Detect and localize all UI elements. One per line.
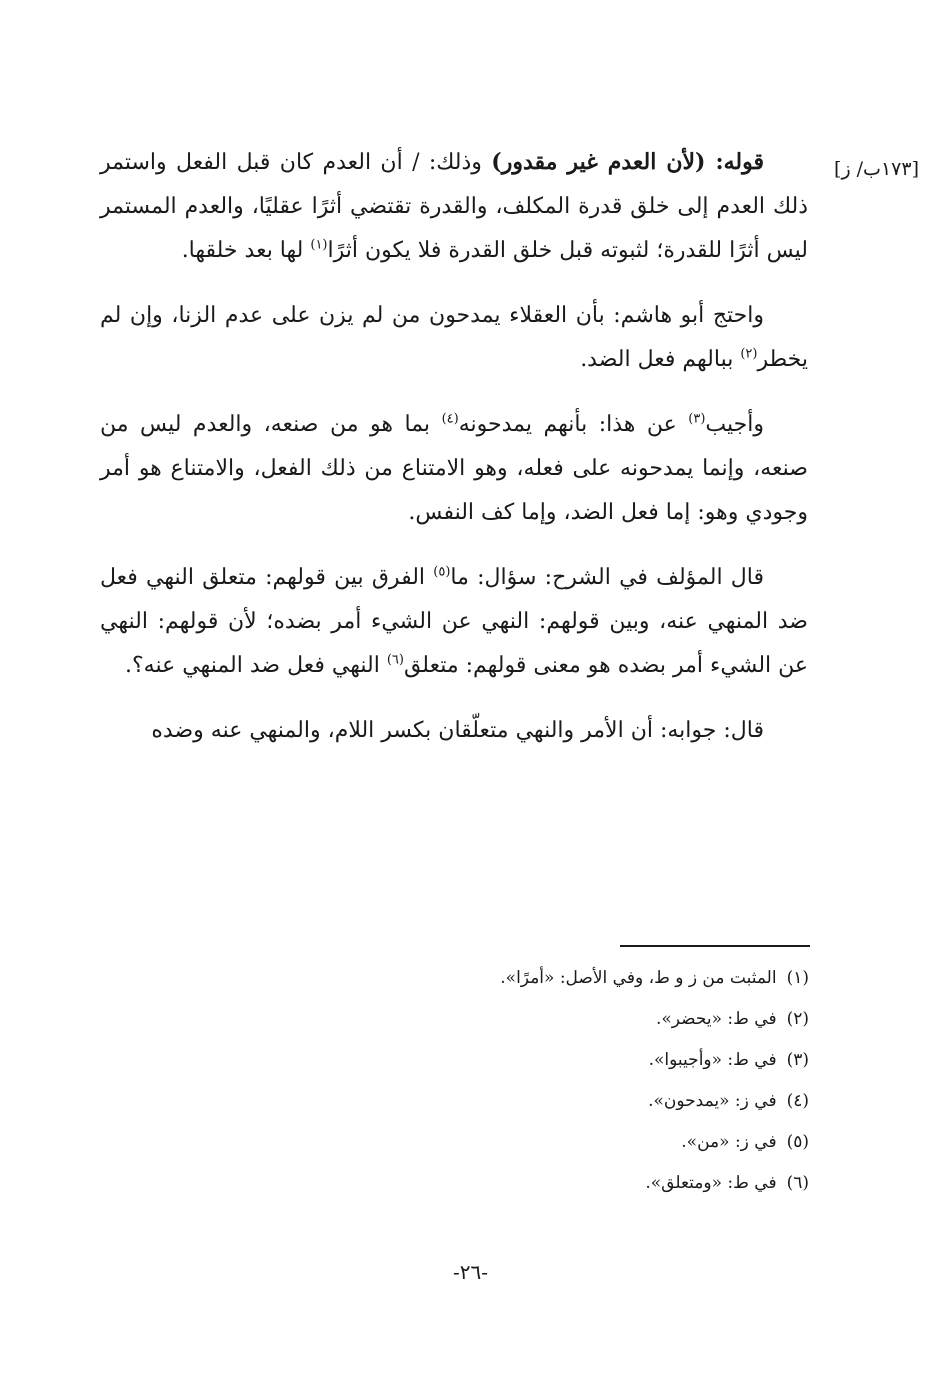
paragraph-1 <box>100 140 808 273</box>
footnote-text: في ط: «وأجيبوا». <box>648 1050 777 1070</box>
footnotes-list <box>500 958 809 1204</box>
footnote-separator-rule <box>620 945 810 947</box>
footnote-number: (٢) <box>786 1009 809 1029</box>
footnote-item <box>500 1040 809 1081</box>
footnote-marker: (١) <box>310 237 328 253</box>
main-text-body <box>100 140 808 774</box>
footnote-text: في ط: «يحضر». <box>655 1009 777 1029</box>
footnote-item <box>500 1122 809 1163</box>
footnote-number: (١) <box>786 968 809 988</box>
footnote-item <box>500 1163 809 1204</box>
footnote-number: (٥) <box>786 1132 809 1152</box>
paragraph-text: وأجيب <box>705 412 764 437</box>
footnote-marker: (٥) <box>433 564 451 580</box>
paragraph-text: النهي فعل ضد المنهي عنه؟. <box>125 653 387 678</box>
footnote-number: (٤) <box>786 1091 809 1111</box>
margin-folio-reference: [١٧٣ب/ ز] <box>834 158 919 180</box>
paragraph-text: قال: جوابه: أن الأمر والنهي متعلّقان بكسر اللام، والمنهي عنه وضده <box>151 718 764 743</box>
paragraph-4 <box>100 556 808 688</box>
paragraph-3 <box>100 403 808 535</box>
paragraph-text: بما هو من صنعه، والعدم ليس من صنعه، وإنما يمدحونه على فعله، وهو الامتناع من ذلك الفعل، والامتناع هو أمر وجودي وهو: إما فعل الضد، وإما كف النفس. <box>100 412 808 525</box>
footnote-text: في ط: «ومتعلق». <box>645 1173 777 1193</box>
footnote-text: في ز: «من». <box>681 1132 777 1152</box>
footnote-marker: (٦) <box>386 652 404 668</box>
footnote-item <box>500 1081 809 1122</box>
page-number: -٢٦- <box>452 1260 488 1284</box>
paragraph-text: ببالهم فعل الضد. <box>580 347 741 372</box>
paragraph-text: لها بعد خلقها. <box>181 238 311 263</box>
footnote-item <box>500 958 809 999</box>
paragraph-text: قال المؤلف في الشرح: سؤال: ما <box>450 565 764 590</box>
footnote-marker: (٤) <box>441 411 459 427</box>
footnote-marker: (٢) <box>740 346 758 362</box>
footnote-number: (٦) <box>786 1173 809 1193</box>
footnote-text: في ز: «يمدحون». <box>648 1091 777 1111</box>
paragraph-text: وذلك: / أن العدم كان قبل الفعل واستمر ذلك العدم إلى خلق قدرة المكلف، والقدرة تقتضي أثرًا عقليًا، والعدم المستمر ليس أثرًا للقدرة؛ لثبوته قبل خلق القدرة فلا يكون أثرًا <box>100 150 808 263</box>
paragraph-2 <box>100 294 808 382</box>
footnote-marker: (٣) <box>688 411 706 427</box>
footnote-number: (٣) <box>786 1050 809 1070</box>
paragraph-5 <box>100 709 808 753</box>
footnote-text: المثبت من ز و ط، وفي الأصل: «أمرًا». <box>500 968 777 988</box>
paragraph-text: الفرق بين قولهم: متعلق النهي فعل ضد المنهي عنه، وبين قولهم: النهي عن الشيء أمر بضده؛ لأن قولهم: النهي عن الشيء أمر بضده هو معنى قولهم: متعلق <box>100 565 808 678</box>
paragraph-text: واحتج أبو هاشم: بأن العقلاء يمدحون من لم يزن على عدم الزنا، وإن لم يخطر <box>100 303 808 372</box>
paragraph-text: عن هذا: بأنهم يمدحونه <box>458 412 689 437</box>
quoted-lemma: قوله: (لأن العدم غير مقدور) <box>491 149 764 175</box>
footnote-item <box>500 999 809 1040</box>
